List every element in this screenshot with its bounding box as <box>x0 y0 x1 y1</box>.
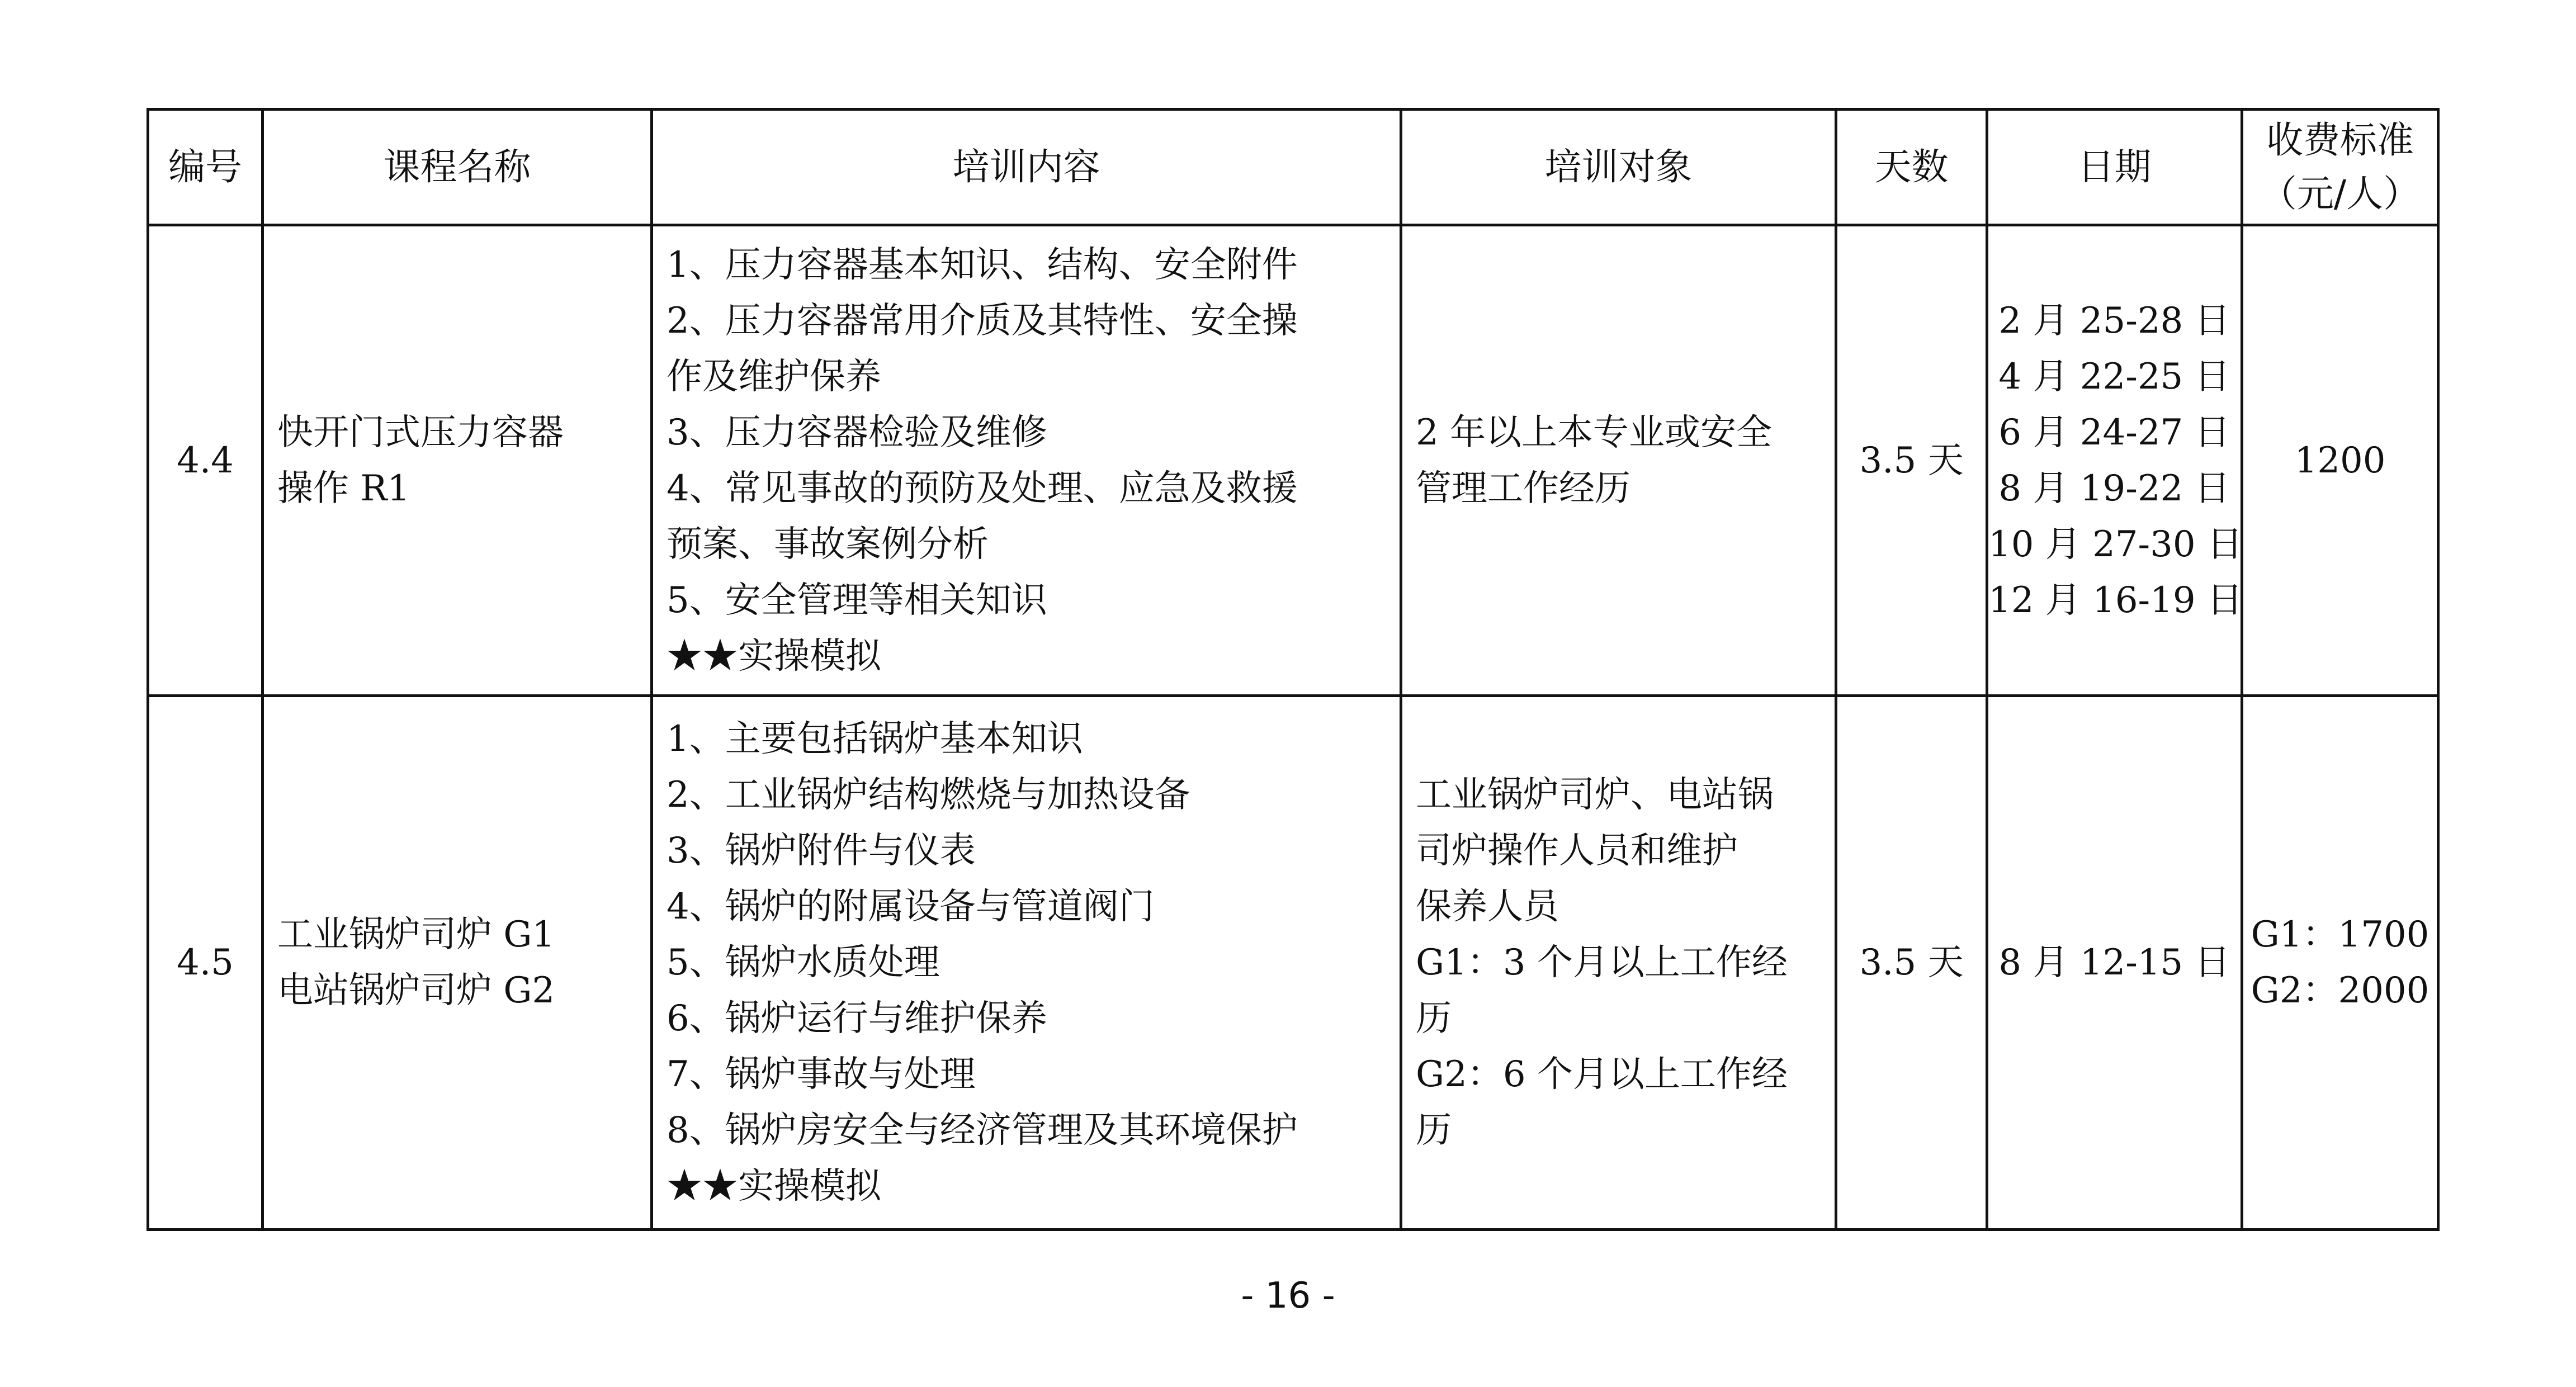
table-header-row <box>148 110 2438 225</box>
course-days: 3.5 天 <box>1836 225 1987 696</box>
header-fee-line2: （元/人） <box>2260 172 2421 215</box>
target-line: G2：6 个月以上工作经 <box>1416 1054 1788 1095</box>
date-line: 4 月 22-25 日 <box>1998 356 2230 397</box>
training-content <box>652 225 1401 696</box>
target-line: 历 <box>1416 998 1452 1039</box>
date-line: 8 月 12-15 日 <box>1998 942 2230 983</box>
header-training-content: 培训内容 <box>652 110 1401 225</box>
course-name <box>263 225 652 696</box>
training-content <box>652 696 1401 1230</box>
content-line: 3、压力容器检验及维修 <box>667 411 1047 453</box>
content-line: 2、压力容器常用介质及其特性、安全操 <box>667 300 1298 342</box>
target-line: 管理工作经历 <box>1416 467 1630 509</box>
content-line: 5、锅炉水质处理 <box>667 942 940 983</box>
content-line: ★★实操模拟 <box>667 1166 881 1207</box>
date-line: 2 月 25-28 日 <box>1998 300 2230 342</box>
content-line: 2、工业锅炉结构燃烧与加热设备 <box>667 774 1190 816</box>
date-line: 12 月 16-19 日 <box>1988 579 2243 621</box>
header-fee <box>2242 110 2438 225</box>
course-dates <box>1987 225 2242 696</box>
content-line: 5、安全管理等相关知识 <box>667 579 1047 621</box>
course-name-line: 快开门式压力容器 <box>277 411 564 453</box>
course-name-line: 操作 R1 <box>277 467 410 509</box>
fee-line: 1200 <box>2294 439 2386 481</box>
course-fee <box>2242 696 2438 1230</box>
header-date: 日期 <box>1987 110 2242 225</box>
target-line: 保养人员 <box>1416 886 1559 927</box>
target-line: 2 年以上本专业或安全 <box>1416 411 1773 453</box>
content-line: 预案、事故案例分析 <box>667 523 989 565</box>
content-line: 3、锅炉附件与仪表 <box>667 830 976 872</box>
target-line: G1：3 个月以上工作经 <box>1416 942 1788 983</box>
course-dates <box>1987 696 2242 1230</box>
course-fee <box>2242 225 2438 696</box>
date-line: 6 月 24-27 日 <box>1998 411 2230 453</box>
header-fee-line1: 收费标准 <box>2266 119 2414 162</box>
content-line: 1、压力容器基本知识、结构、安全附件 <box>667 244 1298 286</box>
fee-line: G2：2000 <box>2251 970 2430 1011</box>
training-target <box>1401 696 1836 1230</box>
header-days: 天数 <box>1836 110 1987 225</box>
course-name-line: 电站锅炉司炉 G2 <box>277 970 555 1011</box>
course-days: 3.5 天 <box>1836 696 1987 1230</box>
table-row <box>148 696 2438 1230</box>
content-line: 6、锅炉运行与维护保养 <box>667 998 1047 1039</box>
content-line: ★★实操模拟 <box>667 635 881 677</box>
course-name <box>263 696 652 1230</box>
table-row <box>148 225 2438 696</box>
header-no: 编号 <box>148 110 263 225</box>
header-course-name: 课程名称 <box>263 110 652 225</box>
fee-line: G1：1700 <box>2251 914 2430 955</box>
page-number: - 16 - <box>1241 1275 1335 1317</box>
training-course-table <box>146 108 2440 1231</box>
content-line: 7、锅炉事故与处理 <box>667 1054 976 1095</box>
training-target <box>1401 225 1836 696</box>
content-line: 4、常见事故的预防及处理、应急及救援 <box>667 467 1298 509</box>
date-line: 8 月 19-22 日 <box>1998 467 2230 509</box>
content-line: 作及维护保养 <box>667 356 881 397</box>
content-line: 8、锅炉房安全与经济管理及其环境保护 <box>667 1110 1298 1151</box>
content-line: 1、主要包括锅炉基本知识 <box>667 718 1083 760</box>
date-line: 10 月 27-30 日 <box>1988 523 2243 565</box>
content-line: 4、锅炉的附属设备与管道阀门 <box>667 886 1155 927</box>
target-line: 司炉操作人员和维护 <box>1416 830 1738 872</box>
course-name-line: 工业锅炉司炉 G1 <box>277 914 555 955</box>
header-training-target: 培训对象 <box>1401 110 1836 225</box>
target-line: 历 <box>1416 1110 1452 1151</box>
course-no: 4.5 <box>148 696 263 1230</box>
target-line: 工业锅炉司炉、电站锅 <box>1416 774 1774 816</box>
course-no: 4.4 <box>148 225 263 696</box>
